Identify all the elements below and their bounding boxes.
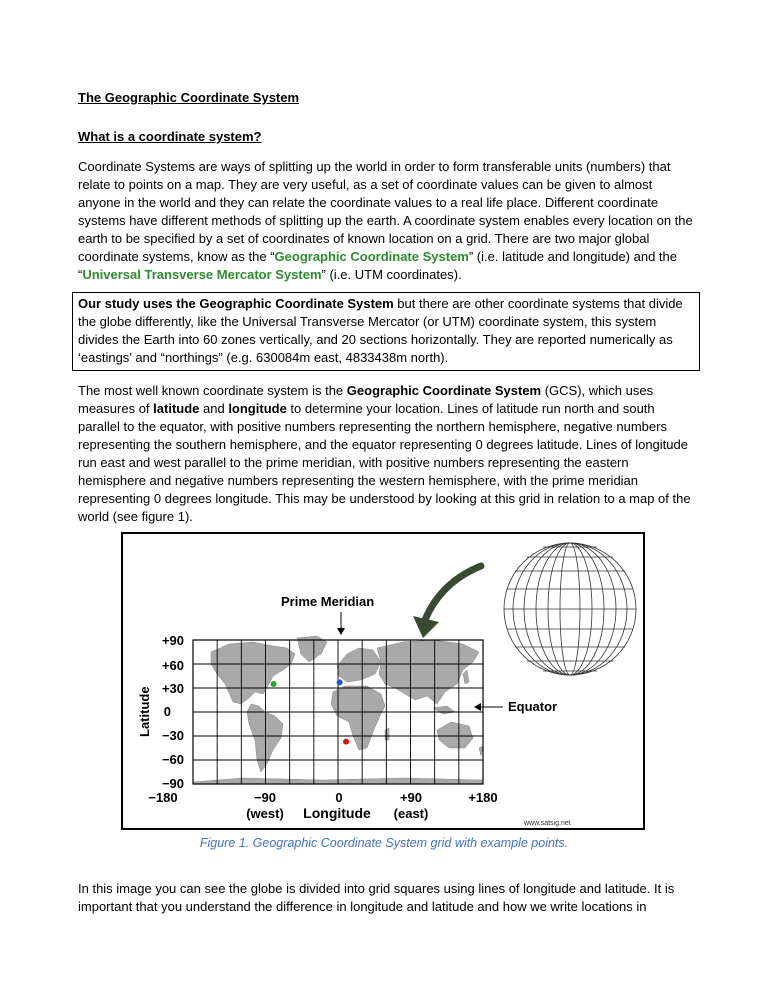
paragraph-intro: Coordinate Systems are ways of splitting up the world in order to form transferable units (numbers) that relate to points on a map. They are very useful, as a set of coordinate values can be given to almost anyone in the world and they can relate the coordinate values to a real life place. Different coordinate systems have different methods of splitting up the earth. A coordinate system enables every location on the earth to be specified by a set of coordinates of known location on a grid. There are two major global coordinate systems, know as the “Geographic Coordinate System” (i.e. latitude and longitude) and the “Universal Transverse Mercator System” (i.e. UTM coordinates). xyxy=(78,159,693,282)
lat-tick: +60 xyxy=(161,658,184,673)
lat-tick: −30 xyxy=(161,728,184,743)
credit-text: www.satsig.net xyxy=(524,820,571,827)
lon-tick: 0 xyxy=(335,790,343,805)
gcs-highlight: Geographic Coordinate System xyxy=(274,249,469,264)
longitude-axis-label: Longitude xyxy=(303,805,371,821)
lat-tick: +30 xyxy=(161,681,184,696)
paragraph-gcs: The most well known coordinate system is the Geographic Coordinate System (GCS), which uses measures of latitude and longitude to determine your location. Lines of latitude run north and south parallel to the equator, with positive numbers representing the northern hemisphere, negative numbers representing the southern hemisphere, and the equator representing 0 degrees latitude. Lines of longitude run east and west parallel to the prime meridian, with positive numbers representing the eastern hemisphere and negative numbers representing the western hemisphere, with the prime meridian representing 0 degrees longitude. This may be understood by looking at this grid in relation to a map of the world (see figure 1). xyxy=(78,383,691,524)
latitude-tick-labels xyxy=(162,633,184,791)
study-note-box: Our study uses the Geographic Coordinate System but there are other coordinate systems that divide the globe differently, like the Universal Transverse Mercator (or UTM) coordinate system, this system divides the Earth into 60 zones vertically, and 20 sections horizontally. They are reported numerically as ‘eastings’ and “northings” (e.g. 630084m east, 4833438m north). xyxy=(72,292,700,371)
study-note-bold: Our study uses the Geographic Coordinate System xyxy=(78,296,394,311)
east-label: (east) xyxy=(393,806,429,821)
document-title: The Geographic Coordinate System xyxy=(78,90,300,105)
latitude-axis-label: Latitude xyxy=(137,686,152,737)
equator-arrow xyxy=(474,703,503,711)
globe-icon xyxy=(504,543,636,675)
lat-tick: −60 xyxy=(161,752,184,767)
lon-tick: −90 xyxy=(253,790,277,805)
longitude-tick-labels xyxy=(148,790,497,821)
section-heading: What is a coordinate system? xyxy=(78,129,262,144)
example-point-green xyxy=(271,681,277,687)
lat-tick: 0 xyxy=(163,704,171,719)
lon-tick: +180 xyxy=(468,790,498,805)
example-point-blue xyxy=(337,679,343,685)
paragraph-grid: In this image you can see the globe is divided into grid squares using lines of longitude and latitude. It is important that you understand the difference in longitude and latitude and how we write locations in xyxy=(78,881,675,914)
lon-tick: −180 xyxy=(148,790,178,805)
utm-highlight: Universal Transverse Mercator System xyxy=(82,267,322,282)
west-label: (west) xyxy=(246,806,284,821)
figure-caption: Figure 1. Geographic Coordinate System grid with example points. xyxy=(199,836,569,850)
prime-meridian-arrow xyxy=(337,612,345,635)
lon-tick: +90 xyxy=(399,790,423,805)
prime-meridian-label: Prime Meridian xyxy=(281,594,375,609)
curved-arrow-icon xyxy=(413,566,481,638)
example-point-red xyxy=(343,739,349,745)
lat-tick: −90 xyxy=(161,776,184,791)
coordinate-grid-figure xyxy=(123,534,643,828)
lat-tick: +90 xyxy=(161,633,184,648)
equator-label: Equator xyxy=(508,699,558,714)
coordinate-figure xyxy=(121,532,645,830)
world-map xyxy=(193,636,483,784)
